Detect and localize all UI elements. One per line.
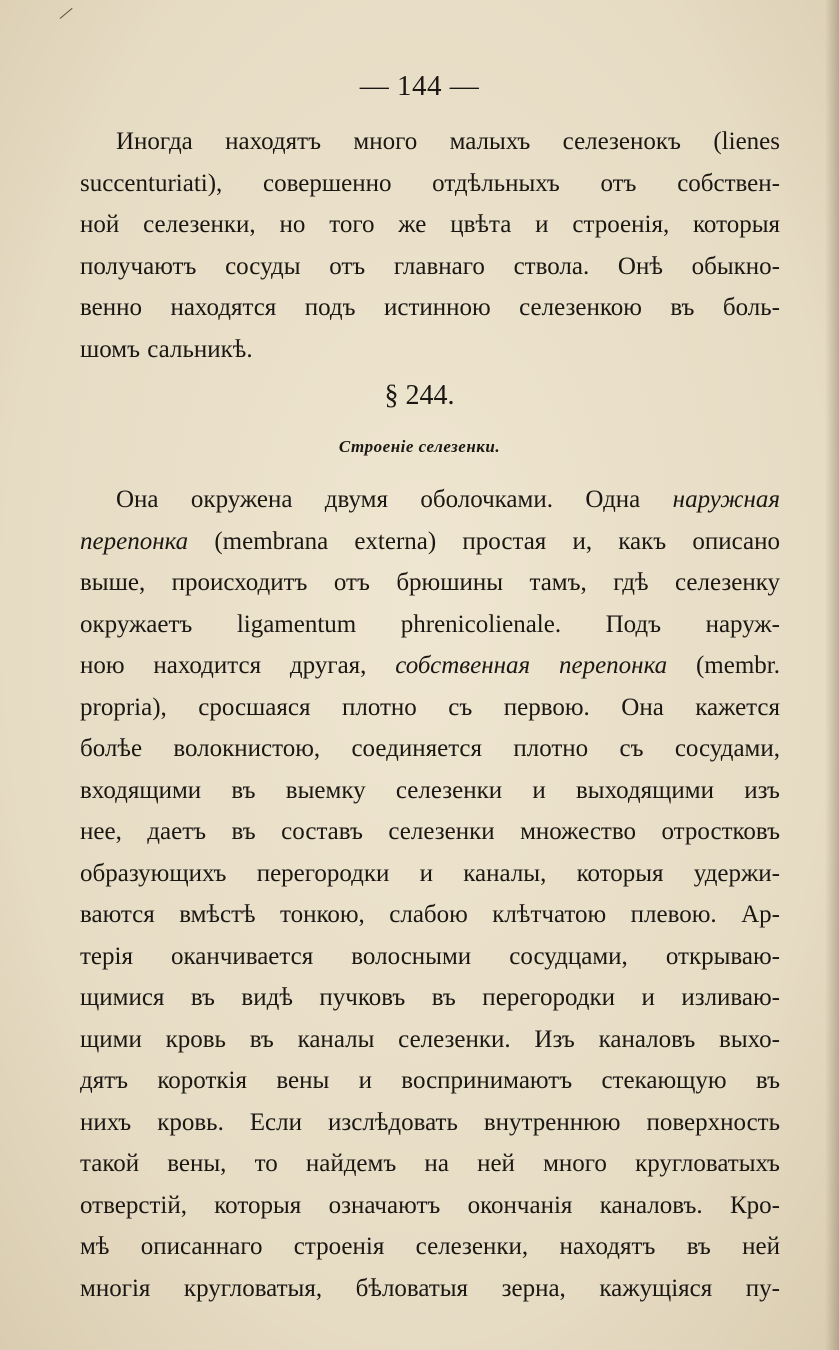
text-line: дятъ короткія вены и воспринимаютъ стекающую въ (80, 1067, 780, 1094)
text-line (80, 645, 780, 687)
text-line: шомъ сальникѣ. (80, 335, 253, 363)
italic-term: наружная (672, 486, 780, 513)
section-number: § 244. (384, 380, 455, 411)
text-line (80, 521, 780, 563)
text-line: получаютъ сосуды отъ главнаго ствола. Онѣ обыкно- (80, 252, 780, 280)
text-run: (membr. (667, 652, 780, 679)
italic-term: собственная перепонка (395, 652, 668, 679)
text-run: (membrana externa) простая и, какъ описано (188, 527, 780, 555)
text-run: ною находится другая, (80, 652, 396, 679)
paragraph-1 (80, 121, 780, 370)
page-number: — 144 — (359, 70, 480, 102)
text-line: образующихъ перегородки и каналы, которыя удержи- (80, 859, 780, 887)
page-edge-shadow (825, 0, 839, 1350)
text-line: многія кругловатыя, бѣловатыя зерна, кажущіяся пу- (80, 1274, 780, 1302)
text-line: венно находятся подъ истинною селезенкою въ боль- (80, 294, 780, 321)
text-line (80, 479, 780, 521)
text-line: propria), сросшаяся плотно съ первою. Она кажется (80, 693, 780, 721)
text-line: такой вены, то найдемъ на ней много кругловатыхъ (80, 1150, 780, 1177)
text-line: окружаетъ ligamentum phrenicolienale. Подъ наруж- (80, 610, 780, 638)
text-line: мѣ описаннаго строенія селезенки, находятъ въ ней (80, 1233, 780, 1260)
text-line: Иногда находятъ много малыхъ селезенокъ (lienes (116, 128, 780, 155)
text-run: Она окружена двумя оболочками. Одна (116, 486, 673, 513)
section-title: Строеніе селезенки. (338, 437, 501, 456)
text-line: ваются вмѣстѣ тонкою, слабою клѣтчатою плевою. Ар- (80, 901, 780, 928)
italic-term: перепонка (80, 527, 189, 555)
pencil-mark (60, 8, 73, 19)
text-line: терія оканчивается волосными сосудцами, открываю- (80, 942, 780, 970)
text-line: выше, происходитъ отъ брюшины тамъ, гдѣ селезенку (80, 569, 780, 596)
text-line: succenturiati), совершенно отдѣльныхъ отъ собствен- (80, 169, 780, 197)
text-line: болѣе волокнистою, соединяется плотно съ сосудами, (80, 735, 780, 762)
text-line: ной селезенки, но того же цвѣта и строенія, которыя (80, 211, 780, 238)
text-line: входящими въ выемку селезенки и выходящими изъ (80, 776, 780, 804)
text-line: щими кровь въ каналы селезенки. Изъ каналовъ выхо- (80, 1025, 780, 1053)
text-line: отверстій, которыя означаютъ окончанія каналовъ. Кро- (80, 1191, 780, 1219)
text-line: нихъ кровь. Если изслѣдовать внутреннюю поверхность (80, 1108, 780, 1136)
text-line: нее, даетъ въ составъ селезенки множество отростковъ (80, 818, 780, 845)
text-line: щимися въ видѣ пучковъ въ перегородки и изливаю- (80, 984, 780, 1011)
paragraph-2 (80, 479, 780, 1309)
